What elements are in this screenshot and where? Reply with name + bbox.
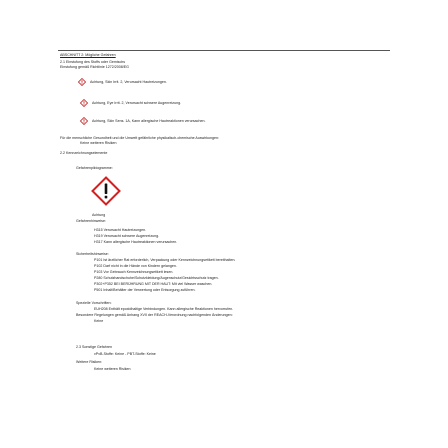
classification-heading: 2.1 Einstufung des Stoffs oder Gemischs [60, 60, 126, 64]
exclamation-diamond-icon [80, 99, 88, 107]
reach-annex-label: Besondere Regelungen gemäß Anhang XVII der REACH-Verordnung nachfolgenden Änderungen: [76, 313, 233, 317]
precautionary-statement: P103 Vor Gebrauch Kennzeichnungsetikett lesen. [94, 270, 174, 274]
hazard-statement: H317 Kann allergische Hautreaktionen verursachen. [94, 240, 178, 244]
reach-annex-value: Keine [94, 319, 104, 323]
health-effects-note: Für die menschliche Gesundheit und die Umwelt gefährliche physikalisch-chemische Auswirkungen: [60, 136, 220, 140]
exclamation-diamond-icon [80, 117, 88, 125]
precautionary-statement: P280 Schutzhandschuhe/Schutzkleidung/Augenschutz/Gesichtsschutz tragen. [94, 276, 219, 280]
precautionary-statement: P302+P352 BEI BERÜHRUNG MIT DER HAUT: Mit viel Wasser waschen. [94, 282, 213, 286]
other-risks-label: Weitere Risiken: [76, 360, 103, 364]
exclamation-diamond-icon [78, 78, 86, 86]
classification-text: Achtung, Skin Irrit. 2, Verursacht Hautreizungen. [90, 80, 167, 84]
other-risks-value: Keine weiteren Risiken [94, 367, 131, 371]
hazard-statements-label: Gefahrenhinweise: [76, 219, 106, 223]
special-provisions-label: Spezielle Vorschriften: [76, 301, 112, 305]
other-hazards-heading: 2.3 Sonstige Gefahren [76, 345, 112, 349]
classification-text: Achtung, Skin Sens. 1A, Kann allergische Hautreaktionen verursachen. [92, 119, 206, 123]
special-provisions-text: EUH208 Enthält epoxidhaltige Verbindungen. Kann allergische Reaktionen hervorrufen. [94, 307, 234, 311]
pbt-vpvb-line: vPvB-Stoffe: Keine - PBT-Stoffe: Keine [94, 352, 156, 356]
classification-text: Achtung, Eye Irrit. 2, Verursacht schwere Augenreizung. [92, 101, 182, 105]
section-heading: ABSCHNITT 2: Mögliche Gefahren [60, 53, 116, 57]
hazard-statement: H315 Verursacht Hautreizungen. [94, 228, 147, 232]
signal-word: Achtung [92, 213, 106, 217]
precautionary-statement: P102 Darf nicht in die Hände von Kindern gelangen. [94, 264, 177, 268]
classification-regulation: Einstufung gemäß Richtlinie 1272/2008/EG [60, 65, 129, 69]
health-effects-value: Keine weiteren Risiken [80, 141, 117, 145]
hazard-statement: H319 Verursacht schwere Augenreizung. [94, 234, 160, 238]
precautionary-statement: P501 Inhalt/Behälter der Verwertung oder Entsorgung zuführen. [94, 288, 196, 292]
precautionary-statements-label: Sicherheitshinweise: [76, 252, 109, 256]
pictogram-label: Gefahrenpiktogramme: [76, 166, 113, 170]
ghs-exclamation-pictogram [91, 176, 121, 206]
label-elements-heading: 2.2 Kennzeichnungselemente [60, 151, 108, 155]
precautionary-statement: P101 Ist ärztlicher Rat erforderlich, Verpackung oder Kennzeichnungsetikett bereithalten. [94, 258, 236, 262]
section-rule-top [58, 50, 390, 51]
